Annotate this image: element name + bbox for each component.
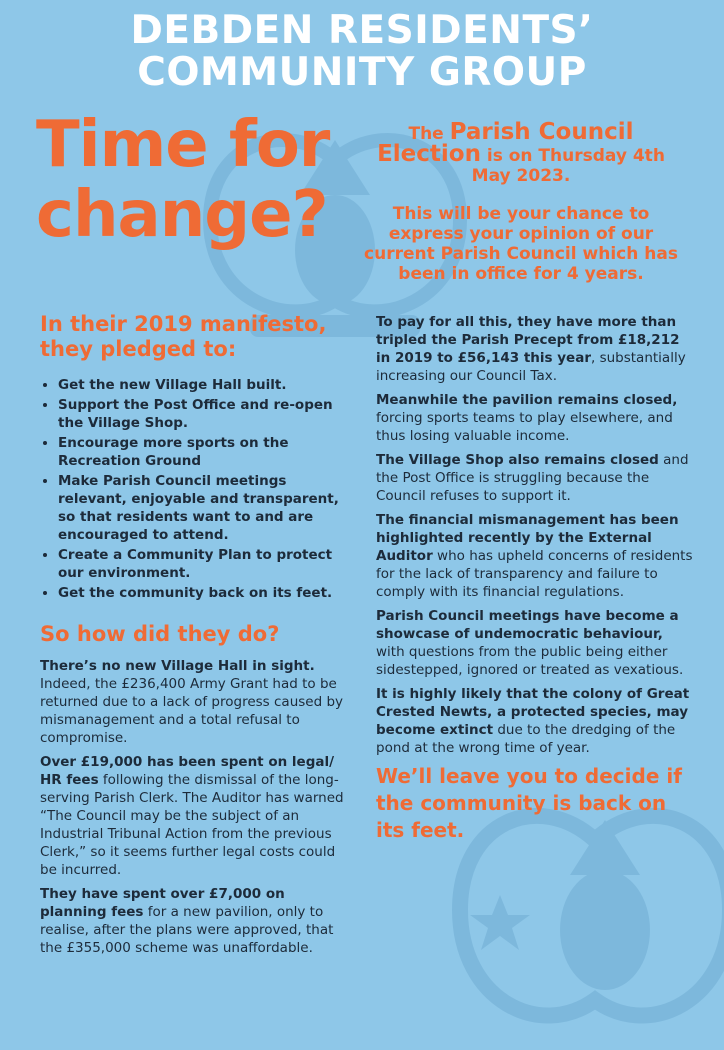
how-paragraph-2: Over £19,000 has been spent on legal/ HR fees following the dismissal of the long-serving Parish Clerk. The Auditor has warned “The Council may be the subject of an Industrial Tribunal Action from the previous Clerk,” so it seems further legal costs could be incurred. (40, 754, 344, 878)
election-intro: This will be your chance to express your opinion of our current Parish Council which has been in office for 4 years. (364, 204, 678, 284)
pledge-item: • Get the community back on its feet. (58, 584, 345, 602)
right-paragraph-1: To pay for all this, they have more than tripled the Parish Precept from £18,212 in 2019 to £56,143 this year, substantially increasing our Council Tax. (376, 314, 686, 384)
pledge-item: • Create a Community Plan to protect our environment. (58, 546, 345, 582)
pledge-list (40, 376, 345, 602)
left-column (40, 312, 345, 963)
right-column (376, 313, 694, 844)
headline-line1: Time for (36, 108, 330, 182)
how-paragraph-1: There’s no new Village Hall in sight. Indeed, the £236,400 Army Grant had to be returned due to a lack of progress caused by mismanagement and a total refusal to compromise. (40, 658, 344, 746)
how-heading: So how did they do? (40, 622, 280, 646)
masthead-line2: COMMUNITY GROUP (137, 50, 587, 95)
pledge-item: • Get the new Village Hall built. (58, 376, 345, 394)
right-paragraph-2: Meanwhile the pavilion remains closed, forcing sports teams to play elsewhere, and thus losing valuable income. (376, 392, 678, 444)
election-parish-council: Parish Council (449, 119, 634, 145)
masthead (0, 10, 724, 94)
right-paragraph-4: The financial mismanagement has been highlighted recently by the External Auditor who has upheld concerns of residents for the lack of transparency and failure to comply with its financial regulations. (376, 512, 693, 600)
election-the: The (408, 124, 450, 144)
election-notice (356, 119, 686, 284)
pledge-item: • Make Parish Council meetings relevant, enjoyable and transparent, so that residents want to and are encouraged to attend. (58, 472, 345, 544)
headline (36, 110, 366, 250)
manifesto-heading: In their 2019 manifesto, they pledged to: (40, 312, 327, 361)
how-paragraph-3: They have spent over £7,000 on planning fees for a new pavilion, only to realise, after the plans were approved, that the £355,000 scheme was unaffordable. (40, 886, 334, 956)
right-paragraph-3: The Village Shop also remains closed and the Post Office is struggling because the Council refuses to support it. (376, 452, 689, 504)
closing-statement: We’ll leave you to decide if the community is back on its feet. (376, 764, 682, 842)
election-date-part2: May 2023. (471, 166, 571, 186)
pledge-item: • Support the Post Office and re-open the Village Shop. (58, 396, 345, 432)
right-paragraph-5: Parish Council meetings have become a showcase of undemocratic behaviour, with questions from the public being either sidestepped, ignored or treated as vexatious. (376, 608, 684, 678)
headline-line2: change? (36, 178, 328, 252)
election-date-part1: is on Thursday 4th (480, 146, 665, 166)
election-word: Election (377, 141, 481, 167)
pledge-item: • Encourage more sports on the Recreation Ground (58, 434, 345, 470)
masthead-residents: RESIDENTS’ (313, 8, 594, 53)
masthead-debden: DEBDEN (130, 8, 314, 53)
right-paragraph-6: It is highly likely that the colony of Great Crested Newts, a protected species, may become extinct due to the dredging of the pond at the wrong time of year. (376, 686, 690, 756)
